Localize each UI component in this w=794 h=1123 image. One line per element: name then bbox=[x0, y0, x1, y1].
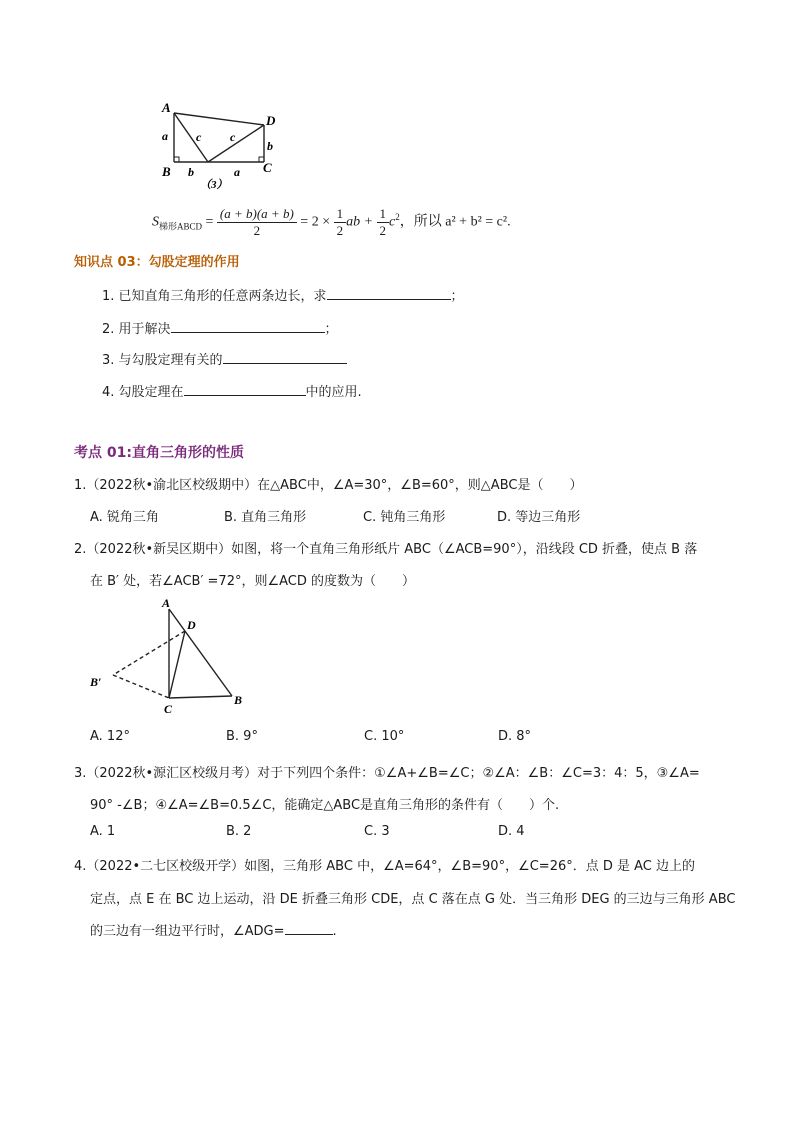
question-4-stem-line3 bbox=[90, 920, 337, 939]
label-side-b-bottom: b bbox=[188, 165, 194, 179]
knowledge-item-3 bbox=[102, 349, 347, 368]
q2-option-a[interactable]: A. 12° bbox=[90, 729, 130, 744]
item-1-prefix: 1. 已知直角三角形的任意两条边长，求 bbox=[102, 289, 327, 304]
segment-ab bbox=[169, 609, 232, 696]
q3-option-b[interactable]: B. 2 bbox=[226, 824, 252, 839]
label-d: D bbox=[266, 113, 276, 128]
knowledge-item-2 bbox=[102, 318, 338, 337]
knowledge-title: 知识点 03：勾股定理的作用 bbox=[74, 255, 240, 270]
trapezoid-figure bbox=[150, 96, 290, 191]
q1-option-b[interactable]: B. 直角三角形 bbox=[224, 510, 307, 525]
segment-cb-prime bbox=[113, 675, 169, 698]
q3-option-a[interactable]: A. 1 bbox=[90, 824, 116, 839]
q3-option-c[interactable]: C. 3 bbox=[364, 824, 390, 839]
half-numerator-2: 1 bbox=[377, 206, 390, 223]
half-denominator: 2 bbox=[336, 223, 344, 238]
label-side-a-bottom: a bbox=[234, 165, 240, 179]
q2-option-c[interactable]: C. 10° bbox=[364, 729, 405, 744]
formula-fraction-half-1 bbox=[334, 206, 347, 239]
question-2-stem-line2: 在 B′ 处，若∠ACB′ =72°，则∠ACD 的度数为（ ） bbox=[90, 574, 416, 589]
fig2-label-a: A bbox=[162, 596, 171, 610]
fig2-label-b-prime: B′ bbox=[90, 675, 102, 689]
fold-triangle-figure bbox=[84, 592, 254, 720]
item-4-blank[interactable] bbox=[184, 383, 306, 396]
formula-mid: = 2 × bbox=[300, 214, 331, 230]
half-numerator: 1 bbox=[334, 206, 347, 223]
q3-option-d[interactable]: D. 4 bbox=[498, 824, 525, 839]
item-4-prefix: 4. 勾股定理在 bbox=[102, 385, 184, 400]
q4-line3-text: 的三边有一组边平行时，∠ADG= bbox=[90, 924, 285, 939]
fraction-denominator: 2 bbox=[253, 223, 261, 238]
q2-option-b[interactable]: B. 9° bbox=[226, 729, 258, 744]
q1-option-d[interactable]: D. 等边三角形 bbox=[497, 510, 581, 525]
formula-fraction-half-2 bbox=[377, 206, 390, 239]
item-4-suffix: 中的应用. bbox=[305, 385, 362, 400]
knowledge-item-1 bbox=[102, 285, 464, 304]
formula-c: c bbox=[389, 214, 396, 230]
q1-option-c[interactable]: C. 钝角三角形 bbox=[363, 510, 446, 525]
label-side-c-right: c bbox=[230, 130, 236, 144]
q4-answer-blank[interactable] bbox=[285, 922, 333, 935]
q1-option-a[interactable]: A. 锐角三角 bbox=[90, 510, 159, 525]
half-denominator-2: 2 bbox=[379, 223, 387, 238]
formula-eq: = bbox=[205, 214, 214, 230]
label-side-a-left: a bbox=[162, 129, 168, 143]
q2-option-d[interactable]: D. 8° bbox=[498, 729, 532, 744]
formula-conclusion: ，所以 a² + b² = c². bbox=[399, 214, 511, 230]
item-2-suffix: ； bbox=[324, 322, 338, 337]
question-1-stem: 1.（2022秋•渝北区校级期中）在△ABC中，∠A=30°，∠B=60°，则△ABC是（ ） bbox=[74, 478, 583, 493]
question-4-stem-line2: 定点，点 E 在 BC 边上运动，沿 DE 折叠三角形 CDE，点 C 落在点 G 处．当三角形 DEG 的三边与三角形 ABC bbox=[90, 892, 736, 907]
label-side-c-left: c bbox=[196, 130, 202, 144]
segment-ae bbox=[174, 113, 208, 162]
area-formula bbox=[152, 206, 511, 239]
segment-cb bbox=[169, 696, 232, 698]
segment-ad bbox=[174, 113, 264, 125]
formula-ab: ab + bbox=[346, 214, 374, 230]
item-3-prefix: 3. 与勾股定理有关的 bbox=[102, 353, 223, 368]
segment-ed bbox=[208, 125, 264, 162]
question-3-stem-line1: 3.（2022秋•源汇区校级月考）对于下列四个条件：①∠A+∠B=∠C；②∠A：∠B：∠C=3：4：5，③∠A= bbox=[74, 766, 700, 781]
segment-cd bbox=[169, 631, 185, 698]
formula-s: S bbox=[152, 214, 159, 230]
fig2-label-d: D bbox=[187, 618, 196, 632]
q4-line3-end: . bbox=[332, 924, 337, 939]
item-3-blank[interactable] bbox=[223, 351, 347, 364]
label-c: C bbox=[263, 160, 272, 175]
label-side-b-right: b bbox=[267, 139, 273, 153]
exam-title: 考点 01:直角三角形的性质 bbox=[74, 445, 244, 461]
label-b: B bbox=[162, 164, 171, 179]
item-2-prefix: 2. 用于解决 bbox=[102, 322, 171, 337]
fig2-label-c: C bbox=[164, 702, 173, 716]
question-3-stem-line2: 90° -∠B；④∠A=∠B=0.5∠C，能确定△ABC是直角三角形的条件有（ ）个. bbox=[90, 798, 560, 813]
question-4-stem-line1: 4.（2022•二七区校级开学）如图，三角形 ABC 中，∠A=64°，∠B=90°，∠C=26°．点 D 是 AC 边上的 bbox=[74, 859, 696, 874]
fraction-numerator: (a + b)(a + b) bbox=[217, 206, 297, 223]
formula-sup: 2 bbox=[395, 212, 400, 223]
knowledge-item-4 bbox=[102, 381, 362, 400]
item-1-blank[interactable] bbox=[327, 287, 451, 300]
label-a: A bbox=[162, 100, 171, 115]
formula-s-sub: 梯形ABCD bbox=[159, 221, 203, 232]
figure-caption: （3） bbox=[200, 179, 228, 191]
segment-db-prime bbox=[113, 631, 185, 675]
item-2-blank[interactable] bbox=[171, 320, 325, 333]
question-2-stem-line1: 2.（2022秋•新吴区期中）如图，将一个直角三角形纸片 ABC（∠ACB=90°），沿线段 CD 折叠，使点 B 落 bbox=[74, 542, 698, 557]
fig2-label-b: B bbox=[234, 693, 243, 707]
item-1-suffix: ； bbox=[450, 289, 464, 304]
formula-fraction-1 bbox=[217, 206, 297, 239]
